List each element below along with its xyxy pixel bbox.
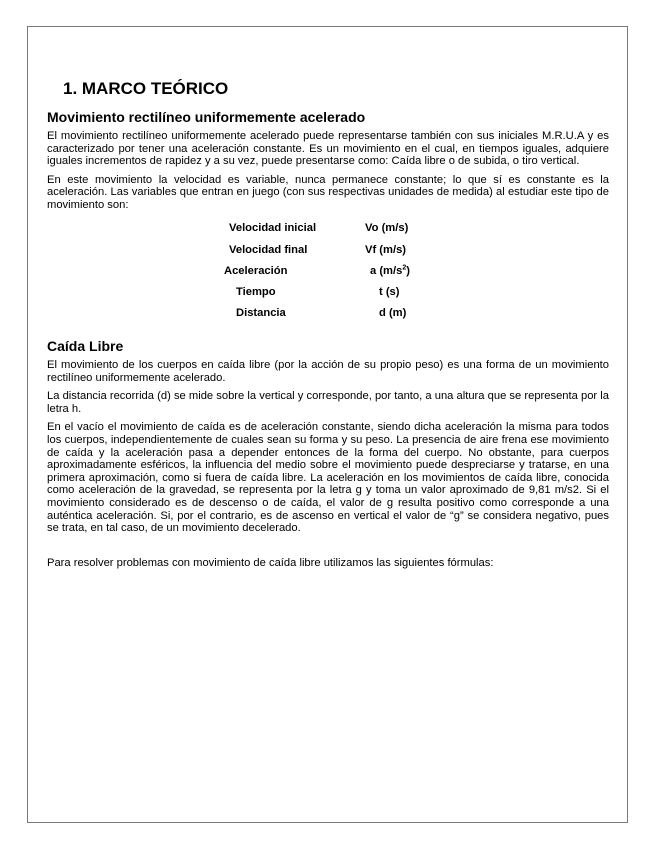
paragraph-caida-distance: La distancia recorrida (d) se mide sobre la vertical y corresponde, por tanto, a una altura que se representa por la letra h. (47, 390, 609, 415)
unit-prefix: a (m/s (370, 264, 403, 277)
variable-name: Tiempo (236, 286, 276, 299)
variable-row (47, 260, 609, 281)
variable-row (47, 303, 609, 324)
variables-table (47, 218, 609, 324)
document-page (27, 26, 628, 823)
variable-name: Velocidad final (229, 243, 308, 256)
paragraph-caida-definition: El movimiento de los cuerpos en caída libre (por la acción de su propio peso) es una forma de un movimiento rectilíneo uniformemente acelerado. (47, 359, 609, 384)
unit-exponent: 2 (402, 264, 407, 272)
variable-row (47, 281, 609, 302)
variable-row (47, 218, 609, 239)
variable-name: Distancia (236, 307, 286, 320)
variable-unit (365, 265, 490, 277)
paragraph-caida-formulas: Para resolver problemas con movimiento de caída libre utilizamos las siguientes fórmulas: (47, 556, 494, 569)
section-heading-mrua: Movimiento rectilíneo uniformemente acelerado (47, 109, 366, 125)
paragraph-mrua-definition: El movimiento rectilíneo uniformemente acelerado puede representarse también con sus iniciales M.R.U.A y es caracterizado por tener una aceleración constante. Es un movimiento en el cual, en tiempos iguales, adquiere iguales incrementos de rapidez y a su vez, puede presentarse como: Caída libre o de subida, o tiro vertical. (47, 130, 609, 168)
variable-name: Velocidad inicial (229, 222, 317, 235)
variable-unit: Vo (m/s) (365, 222, 409, 235)
variable-name: Aceleración (224, 264, 288, 277)
variable-unit: t (s) (379, 286, 400, 299)
paragraph-caida-vacuum: En el vacío el movimiento de caída es de aceleración constante, siendo dicha aceleración la misma para todos los cuerpos, independientemente de cuales sean su forma y su peso. La presencia de aire frena ese movimiento de caída y la aceleración pasa a depender entonces de la forma del cuerpo. No obstante, para cuerpos aproximadamente esféricos, la influencia del medio sobre el movimiento puede despreciarse y tratarse, en una primera aproximación, como si fuera de caída libre. La aceleración en los movimientos de caída libre, conocida como aceleración de la gravedad, se representa por la letra g y toma un valor aproximado de 9,81 m/s2. Si el movimiento considerado es de descenso o de caída, el valor de g resulta positivo como corresponde a una auténtica aceleración. Si, por el contrario, es de ascenso en vertical el valor de “g” se considera negativo, pues se trata, en tal caso, de un movimiento decelerado. (47, 421, 609, 535)
section-heading-caida-libre: Caída Libre (47, 338, 124, 355)
page-content (47, 79, 609, 575)
unit-suffix: ) (406, 264, 410, 277)
variable-unit: d (m) (379, 307, 407, 320)
variable-row (47, 239, 609, 260)
variable-unit: Vf (m/s) (365, 243, 407, 256)
page-title: 1. MARCO TEÓRICO (63, 79, 229, 98)
paragraph-mrua-variables: En este movimiento la velocidad es variable, nunca permanece constante; lo que sí es constante es la aceleración. Las variables que entran en juego (con sus respectivas unidades de medida) al estudiar este tipo de movimiento son: (47, 173, 609, 211)
